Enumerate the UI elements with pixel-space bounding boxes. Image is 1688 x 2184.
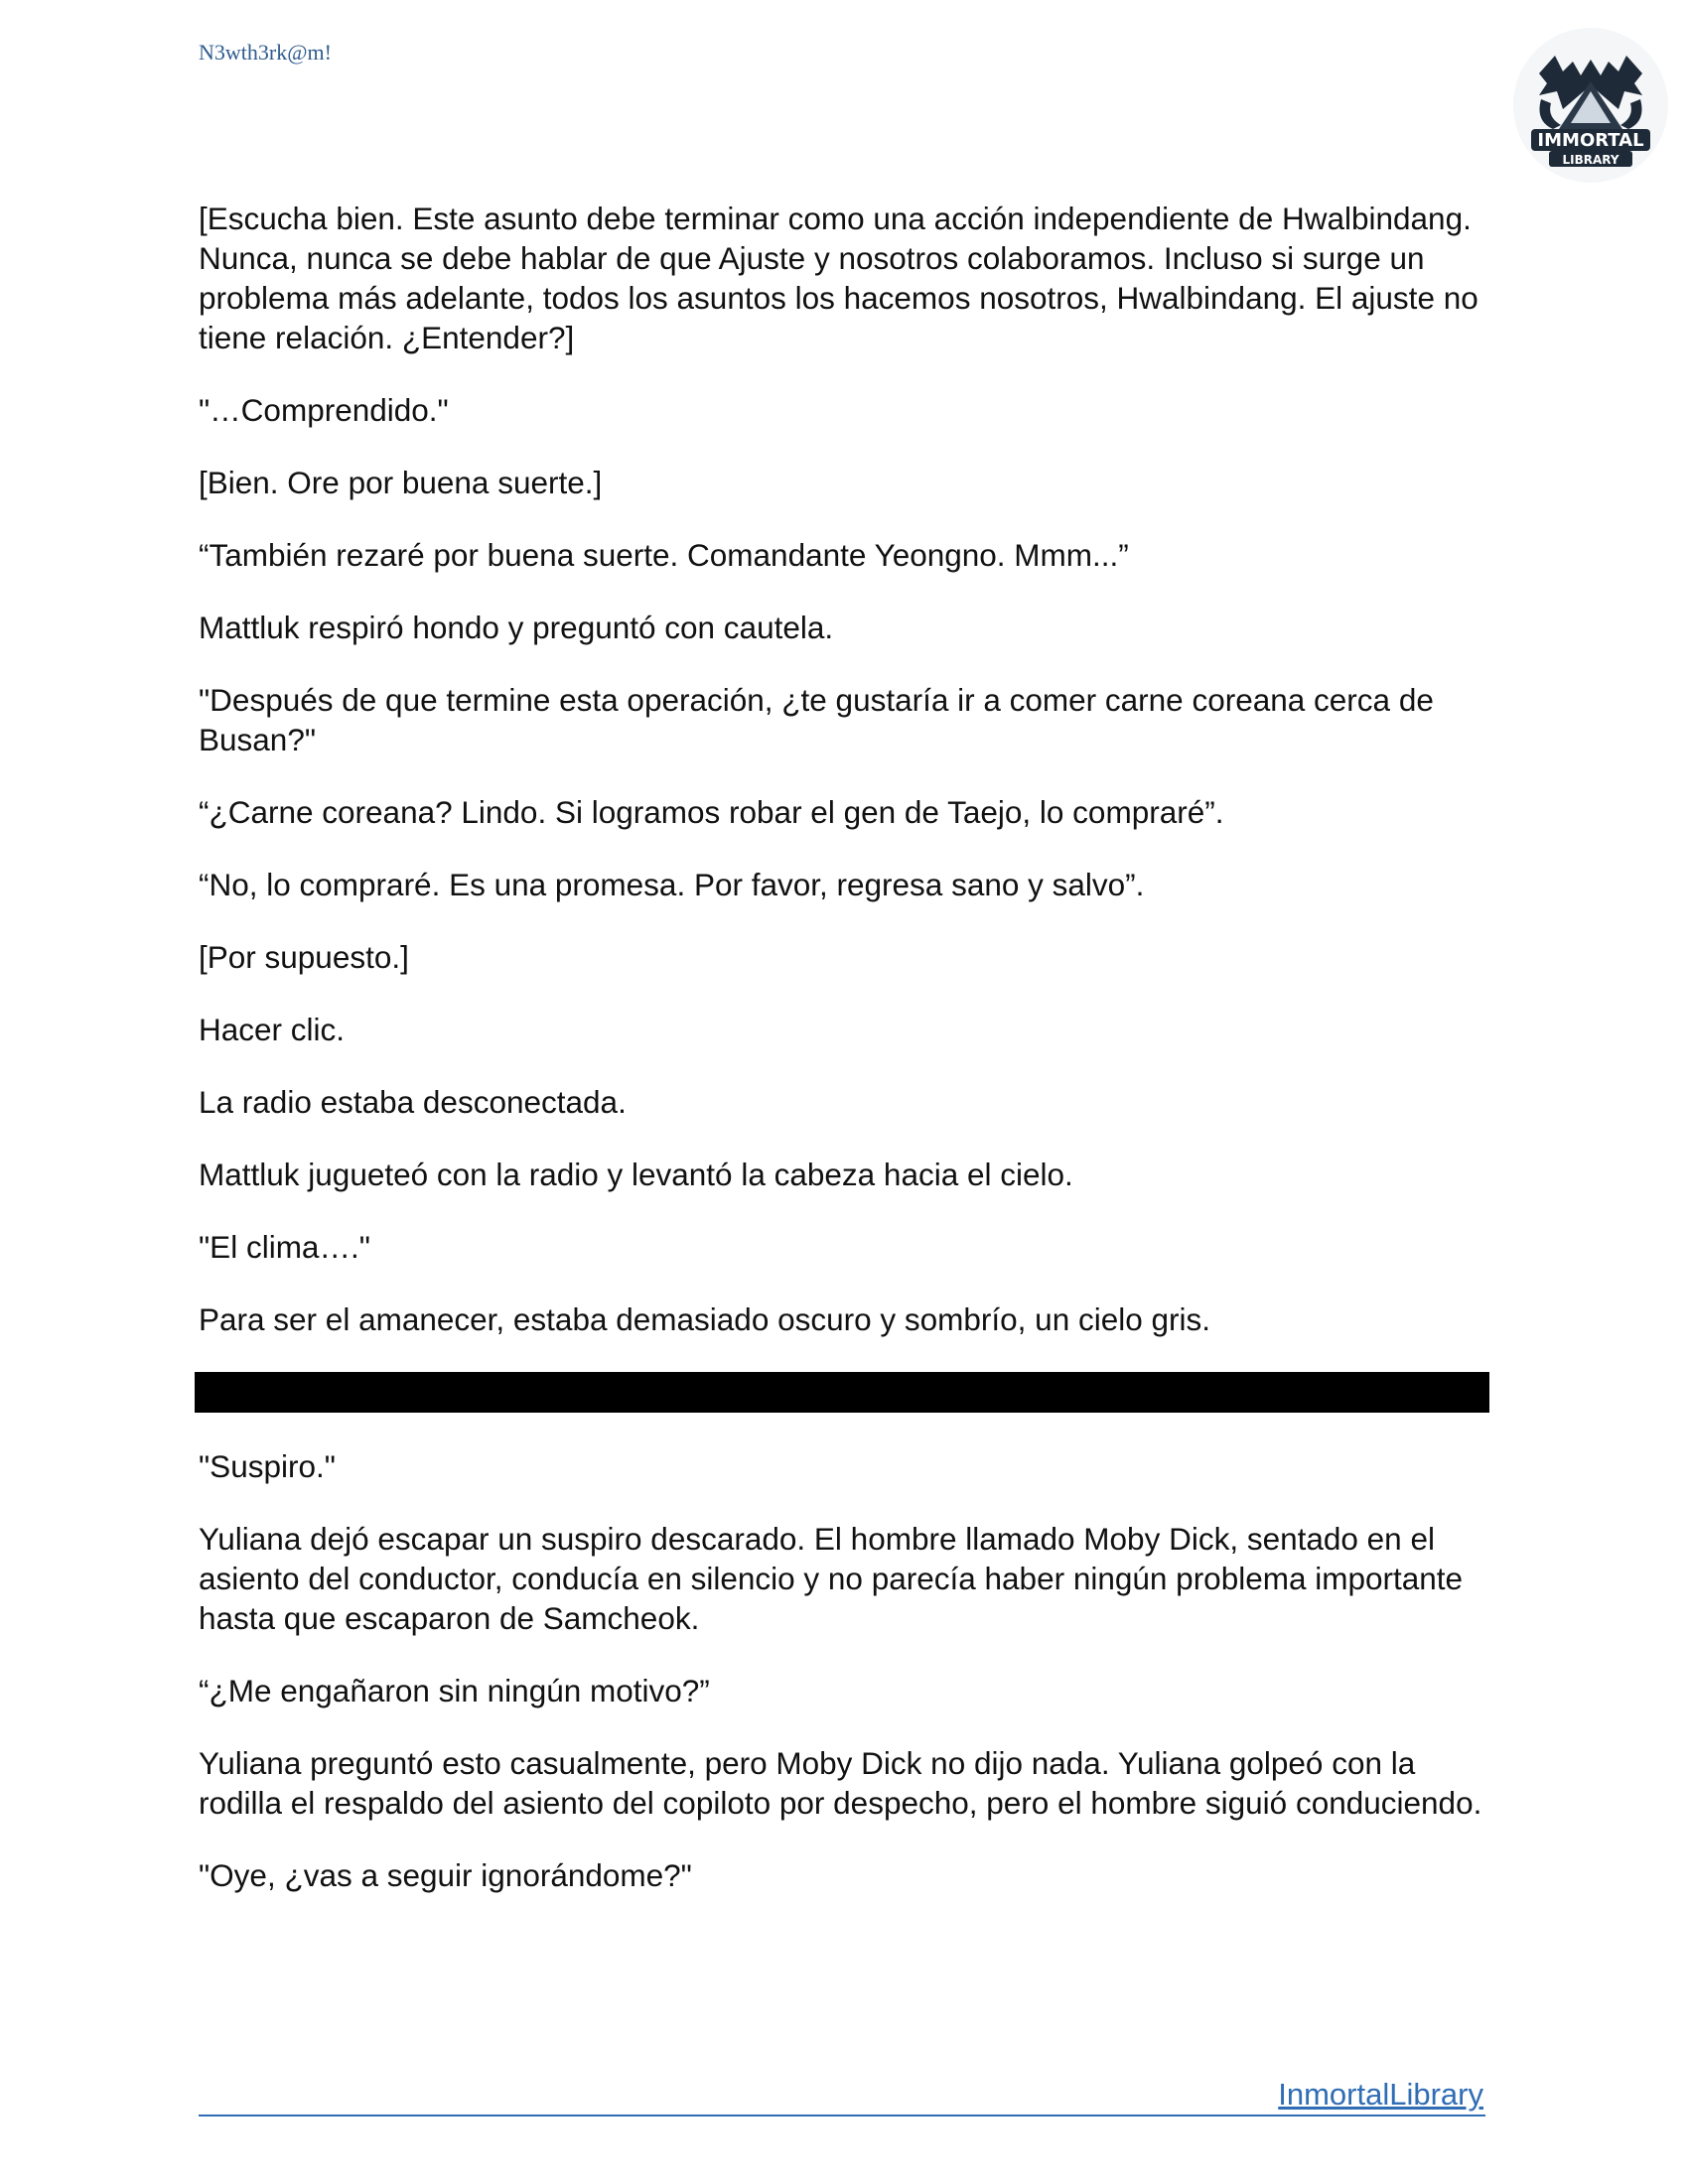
paragraph: "Suspiro." bbox=[199, 1448, 336, 1484]
paragraph: "Después de que termine esta operación, ¿te gustaría ir a comer carne coreana cerca de Busan?" bbox=[199, 682, 1434, 757]
paragraph: Yuliana preguntó esto casualmente, pero Moby Dick no dijo nada. Yuliana golpeó con la rodilla el respaldo del asiento del copiloto por despecho, pero el hombre siguió conduciendo. bbox=[199, 1745, 1482, 1821]
paragraph: La radio estaba desconectada. bbox=[199, 1084, 627, 1120]
paragraph: [Bien. Ore por buena suerte.] bbox=[199, 465, 603, 500]
footer-link[interactable]: InmortalLibrary bbox=[1278, 2077, 1483, 2112]
paragraph: "El clima…." bbox=[199, 1229, 370, 1265]
chapter-body bbox=[199, 199, 1489, 1928]
paragraph: Para ser el amanecer, estaba demasiado oscuro y sombrío, un cielo gris. bbox=[199, 1301, 1211, 1337]
paragraph: “¿Me engañaron sin ningún motivo?” bbox=[199, 1673, 710, 1708]
footer-rule bbox=[199, 2115, 1485, 2116]
logo-text-library: LIBRARY bbox=[1562, 153, 1619, 167]
paragraph: “También rezaré por buena suerte. Comandante Yeongno. Mmm...” bbox=[199, 537, 1129, 573]
paragraph: “¿Carne coreana? Lindo. Si logramos robar el gen de Taejo, lo compraré”. bbox=[199, 794, 1224, 830]
paragraph: [Escucha bien. Este asunto debe terminar como una acción independiente de Hwalbindang. Nunca, nunca se debe hablar de que Ajuste y nosotros colaboramos. Incluso si surge un problema más adelante, todos los asuntos los hacemos nosotros, Hwalbindang. El ajuste no tiene relación. ¿Entender?] bbox=[199, 201, 1478, 355]
paragraph: Yuliana dejó escapar un suspiro descarado. El hombre llamado Moby Dick, sentado en el asiento del conductor, conducía en silencio y no parecía haber ningún problema importante hasta que escaparon de Samcheok. bbox=[199, 1521, 1464, 1636]
paragraph: Mattluk respiró hondo y preguntó con cautela. bbox=[199, 610, 834, 645]
logo-text-immortal: IMMORTAL bbox=[1537, 130, 1644, 151]
paragraph: “No, lo compraré. Es una promesa. Por favor, regresa sano y salvo”. bbox=[199, 867, 1145, 902]
paragraph: "…Comprendido." bbox=[199, 392, 449, 428]
paragraph: [Por supuesto.] bbox=[199, 939, 409, 975]
header-credit: N3wth3rk@m! bbox=[199, 40, 332, 65]
scene-divider-bar bbox=[195, 1372, 1489, 1413]
paragraph: Mattluk jugueteó con la radio y levantó la cabeza hacia el cielo. bbox=[199, 1157, 1073, 1192]
paragraph: "Oye, ¿vas a seguir ignorándome?" bbox=[199, 1857, 692, 1893]
immortal-library-logo bbox=[1511, 26, 1670, 185]
paragraph: Hacer clic. bbox=[199, 1012, 346, 1047]
